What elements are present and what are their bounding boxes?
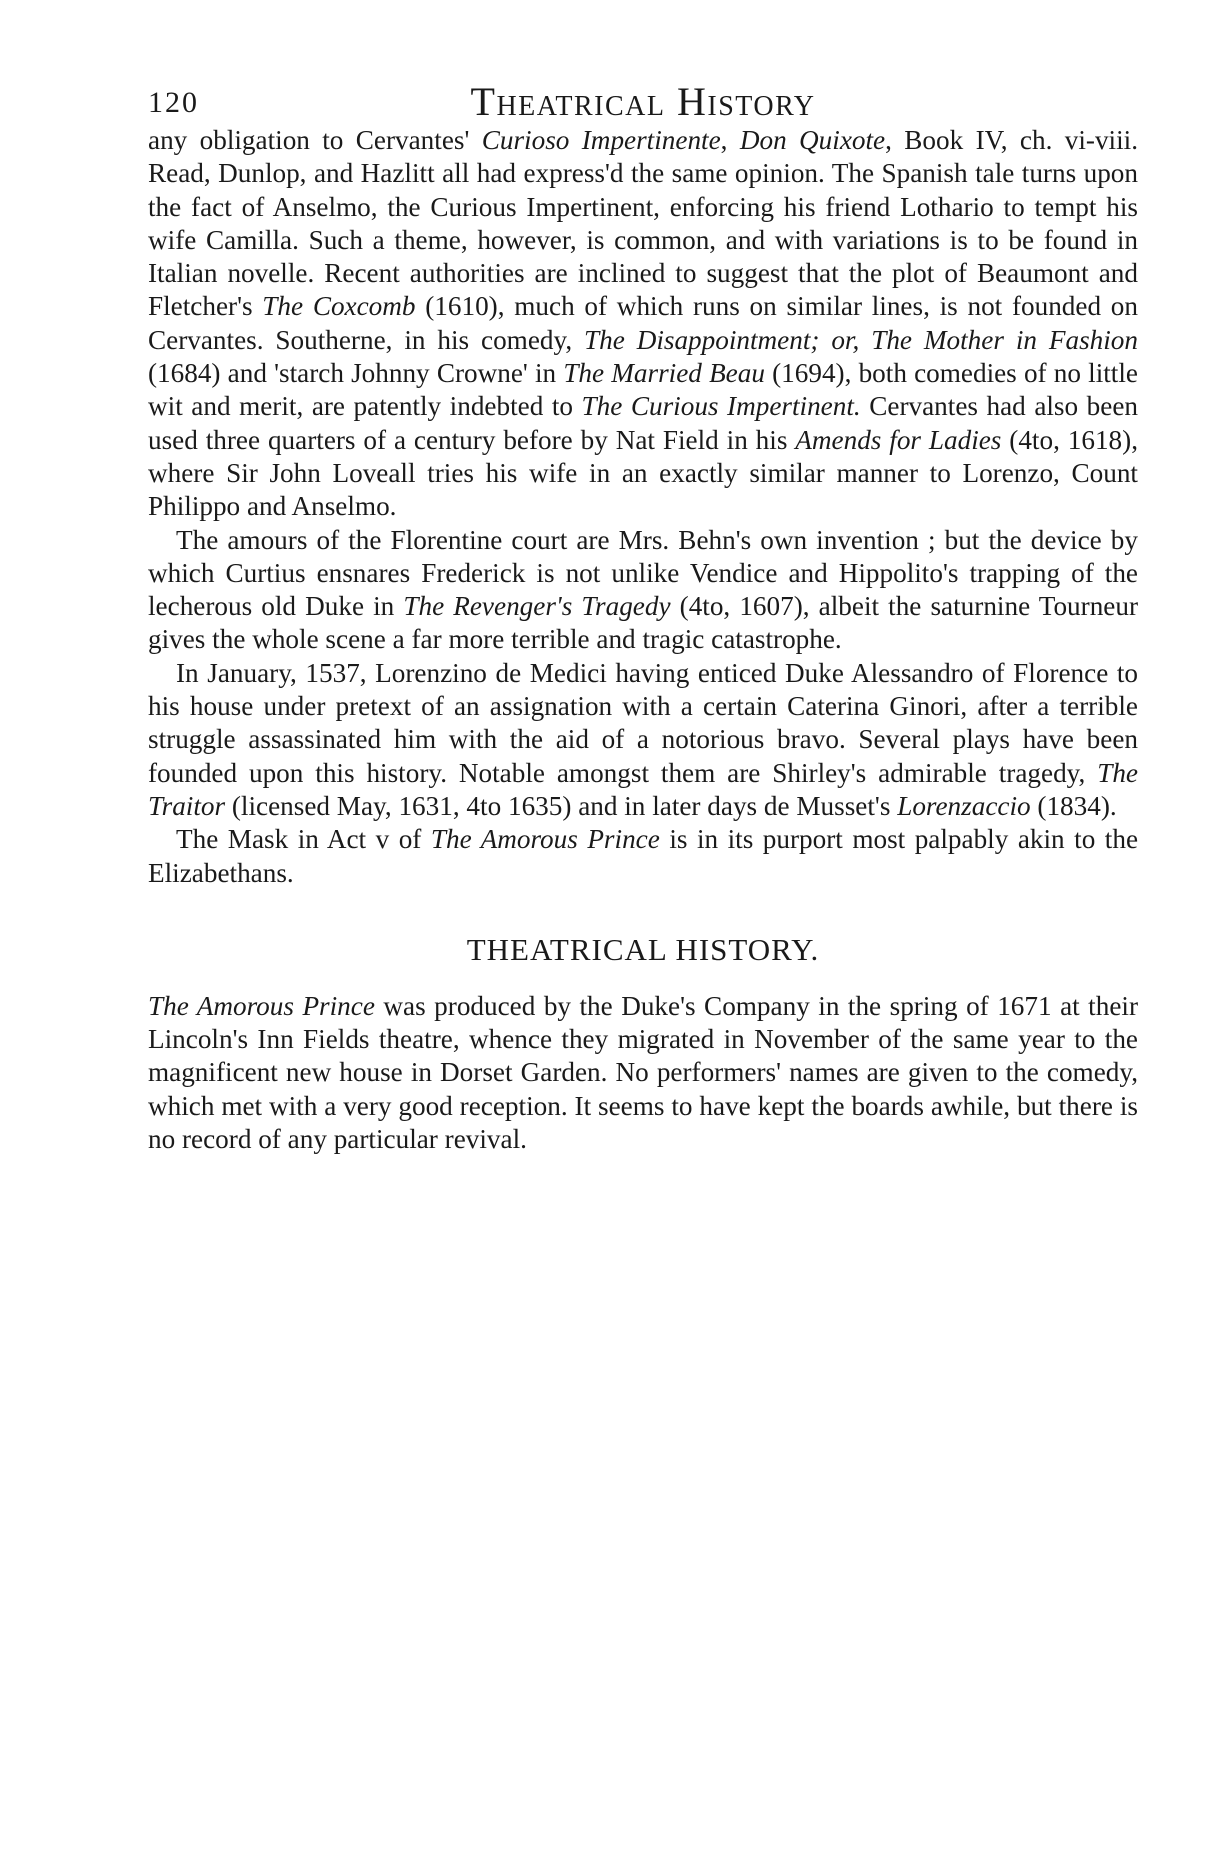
italic-title: The Amorous Prince: [430, 824, 660, 855]
text-run: (4to, 1618), where Sir John Loveall tries his wife in an exactly similar manner to Lorenzo, Count Philippo and Anselmo.: [148, 424, 1138, 522]
italic-title: The Traitor: [148, 757, 1138, 821]
text-run: (4to, 1607), albeit the saturnine Tourneur gives the whole scene a far more terrible and tragic catastrophe.: [148, 591, 1139, 655]
italic-title: The Married Beau: [563, 358, 765, 389]
italic-title: The Curious Impertinent.: [581, 391, 861, 422]
text-run: ,: [720, 125, 740, 155]
page-number: 120: [148, 86, 199, 119]
section-heading: THEATRICAL HISTORY.: [466, 931, 820, 967]
paragraph: [148, 657, 1138, 823]
paragraph: [148, 990, 1138, 1156]
italic-title: Don Quixote: [739, 125, 886, 155]
book-page: [148, 72, 1138, 1156]
theatrical-history-text: [148, 990, 1138, 1156]
history-body: was produced by the Duke's Company in the spring of 1671 at their Lincoln's Inn Fields theatre, whence they migrated in November of the same year to the magnificent new house in Dorset Garden. No performers' names are given to the comedy, which met with a very good reception. It seems to have kept the boards awhile, but there is no record of any particular revival.: [148, 990, 1138, 1155]
paragraph: [148, 524, 1138, 657]
play-title: The Amorous Prince: [148, 990, 375, 1021]
italic-title: Amends for Ladies: [795, 424, 1002, 455]
running-head: [148, 72, 1138, 124]
italic-title: The Disappointment; or, The Mother in Fashion: [584, 324, 1138, 355]
italic-title: Lorenzaccio: [897, 790, 1031, 821]
text-run: (1694), both comedies of no little wit and merit, are patently indebted to: [148, 358, 1138, 422]
italic-title: The Revenger's Tragedy: [403, 591, 671, 622]
text-run: Cervantes had also been used three quarters of a century before by Nat Field in his: [148, 391, 1138, 455]
text-run: any obligation to Cervantes': [148, 125, 482, 155]
text-run: is in its purport most palpably akin to the Elizabethans.: [148, 824, 1139, 888]
italic-title: Curioso Impertinente: [481, 125, 721, 155]
commentary-text: [148, 124, 1138, 890]
text-run: The amours of the Florentine court are Mrs. Behn's own invention ; but the device by which Curtius ensnares Frederick is not unlike Vendice and Hippolito's trapping of the lecherous old Duke in: [148, 524, 1138, 622]
italic-title: The Coxcomb: [262, 291, 416, 322]
text-run: (licensed May, 1631, 4to 1635) and in later days de Musset's: [225, 790, 898, 821]
text-run: (1684) and 'starch Johnny Crowne' in: [148, 358, 564, 389]
running-title: Theatrical History: [470, 79, 816, 124]
text-run: (1834).: [1030, 790, 1117, 821]
text-run: (1610), much of which runs on similar lines, is not founded on Cervantes. Southerne, in his comedy,: [148, 291, 1138, 355]
text-run: , Book IV, ch. vi-viii. Read, Dunlop, and Hazlitt all had express'd the same opinion. The Spanish tale turns upon the fact of Anselmo, the Curious Impertinent, enforcing his friend Lothario to tempt his wife Camilla. Such a theme, however, is common, and with variations is to be found in Italian novelle. Recent authorities are inclined to suggest that the plot of Beaumont and Fletcher's: [148, 125, 1138, 322]
paragraph: [148, 124, 1138, 524]
paragraph: [148, 823, 1138, 890]
text-run: The Mask in Act v of: [176, 824, 431, 855]
text-run: In January, 1537, Lorenzino de Medici having enticed Duke Alessandro of Florence to his house under pretext of an assignation with a certain Caterina Ginori, after a terrible struggle assassinated him with the aid of a notorious bravo. Several plays have been founded upon this history. Notable amongst them are Shirley's admirable tragedy,: [148, 657, 1138, 788]
